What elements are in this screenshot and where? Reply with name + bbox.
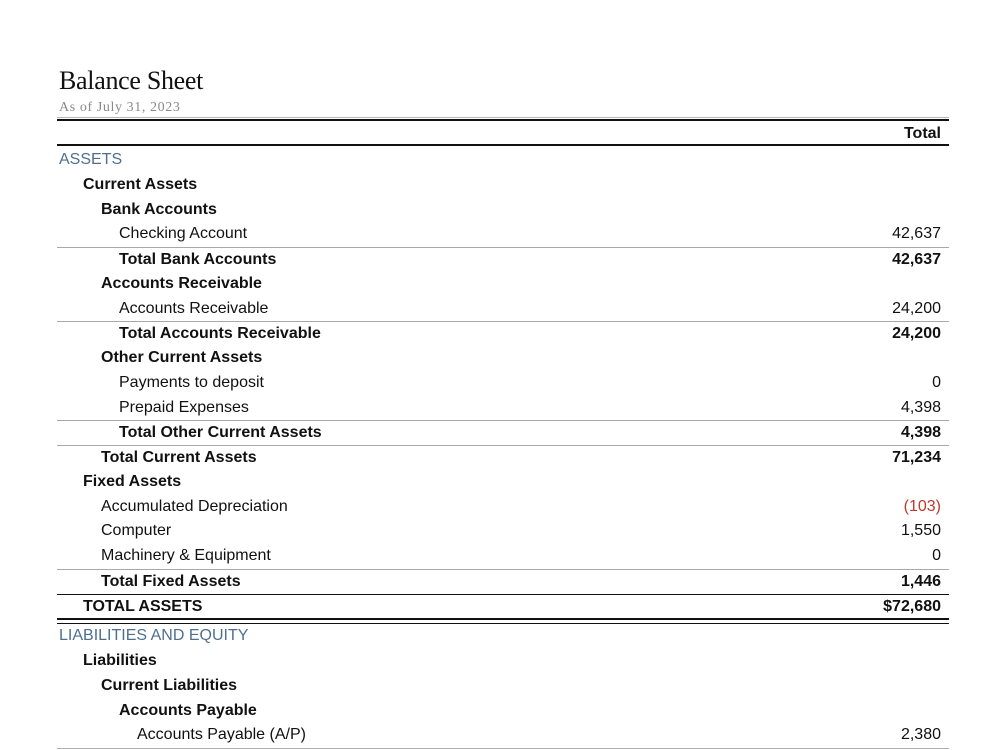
header-top-rule	[57, 119, 949, 121]
report-row	[57, 148, 949, 173]
row-label: Payments to deposit	[119, 373, 264, 391]
row-label: Current Liabilities	[101, 676, 238, 694]
header-bottom-rule	[57, 144, 949, 146]
row-label: Bank Accounts	[101, 200, 217, 218]
row-amount: 0	[932, 547, 941, 564]
row-label: Total Accounts Receivable	[119, 325, 321, 343]
row-amount: 24,200	[892, 325, 941, 343]
row-label: Fixed Assets	[83, 472, 182, 490]
row-amount	[941, 674, 949, 699]
row-label: Accounts Payable	[119, 701, 257, 719]
row-amount	[941, 272, 949, 297]
report-row	[57, 198, 949, 223]
row-amount	[941, 470, 949, 495]
report-row	[57, 321, 949, 346]
report-row	[57, 624, 949, 649]
row-amount	[941, 346, 949, 371]
report-row	[57, 569, 949, 594]
row-label: Total Current Assets	[101, 449, 257, 466]
row-amount	[941, 198, 949, 223]
report-row	[57, 396, 949, 421]
column-header-total: Total	[903, 125, 941, 142]
row-label: Machinery & Equipment	[101, 547, 271, 564]
row-label: Accounts Receivable	[101, 274, 262, 292]
row-label: Checking Account	[119, 225, 248, 243]
row-label: Total Fixed Assets	[101, 572, 241, 590]
report-row	[57, 222, 949, 247]
row-label: Liabilities	[83, 652, 157, 669]
row-amount: 1,550	[900, 522, 941, 540]
report-row	[57, 247, 949, 272]
row-amount: $72,680	[883, 597, 941, 615]
report-row	[57, 445, 949, 470]
row-label: Current Assets	[83, 175, 198, 193]
row-label: Total Bank Accounts	[119, 251, 277, 268]
row-label: Computer	[101, 522, 172, 540]
row-amount	[941, 649, 949, 674]
report-row	[57, 649, 949, 674]
report-row	[57, 173, 949, 198]
report-rows	[57, 148, 949, 748]
row-label: Accounts Payable (A/P)	[137, 726, 306, 744]
row-amount: 1,446	[900, 572, 941, 590]
report-date: As of July 31, 2023	[59, 100, 181, 115]
row-label: Other Current Assets	[101, 349, 263, 366]
row-amount	[941, 624, 949, 649]
report-row	[57, 371, 949, 396]
report-row	[57, 544, 949, 569]
row-amount: 4,398	[900, 424, 941, 442]
report-row	[57, 297, 949, 322]
row-amount	[941, 173, 949, 198]
report-row	[57, 346, 949, 371]
report-row	[57, 470, 949, 495]
row-amount: 24,200	[892, 299, 941, 317]
row-label: ASSETS	[59, 151, 123, 168]
report-row	[57, 699, 949, 724]
row-amount: 2,380	[900, 726, 941, 744]
row-label: Accounts Receivable	[119, 299, 269, 317]
row-label: LIABILITIES AND EQUITY	[59, 627, 249, 645]
report-row	[57, 420, 949, 445]
row-amount: (103)	[903, 497, 941, 515]
row-label: TOTAL ASSETS	[83, 597, 203, 615]
row-amount: 0	[932, 373, 941, 391]
row-amount	[941, 699, 949, 724]
report-row	[57, 674, 949, 699]
row-amount: 71,234	[892, 449, 941, 466]
row-label: Total Other Current Assets	[119, 424, 322, 442]
row-amount: 4,398	[900, 398, 941, 416]
header-thin-rule	[57, 117, 949, 118]
report-row	[57, 495, 949, 520]
row-label: Accumulated Depreciation	[101, 497, 288, 515]
row-amount	[941, 148, 949, 173]
row-amount: 42,637	[892, 225, 941, 243]
report-row	[57, 272, 949, 297]
report-row	[57, 594, 949, 619]
report-row	[57, 723, 949, 748]
row-amount: 42,637	[892, 251, 941, 268]
report-row	[57, 519, 949, 544]
row-label: Prepaid Expenses	[119, 398, 249, 416]
report-title: Balance Sheet	[59, 66, 204, 95]
